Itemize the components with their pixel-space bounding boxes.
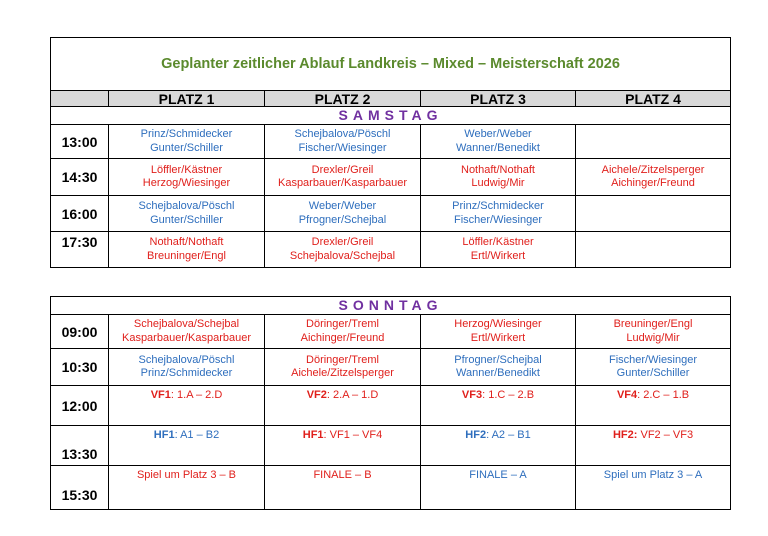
quarterfinal-cell: VF3: 1.C – 2.B (421, 386, 576, 426)
table-row (51, 125, 731, 159)
header-corner (51, 91, 109, 107)
sunday-schedule-table (50, 296, 731, 510)
time-slot: 12:00 (51, 386, 109, 426)
day-label-saturday: SAMSTAG (51, 107, 731, 125)
match-cell: Weber/Weber Wanner/Benedikt (421, 125, 576, 159)
match-cell: Nothaft/Nothaft Ludwig/Mir (421, 159, 576, 196)
table-row (51, 315, 731, 349)
semifinal-cell: HF1: VF1 – VF4 (265, 426, 421, 466)
match-cell: Schejbalova/Pöschl Fischer/Wiesinger (265, 125, 421, 159)
table-row (51, 196, 731, 232)
match-cell: Breuninger/Engl Ludwig/Mir (576, 315, 731, 349)
court-3-header: PLATZ 3 (421, 91, 576, 107)
time-slot: 16:00 (51, 196, 109, 232)
match-cell-empty (576, 196, 731, 232)
time-slot: 14:30 (51, 159, 109, 196)
page-title: Geplanter zeitlicher Ablauf Landkreis – Mixed – Meisterschaft 2026 (51, 38, 731, 91)
table-row (51, 232, 731, 268)
final-cell: Spiel um Platz 3 – A (576, 466, 731, 510)
match-cell: Weber/Weber Pfrogner/Schejbal (265, 196, 421, 232)
table-row (51, 426, 731, 466)
table-row (51, 386, 731, 426)
semifinal-cell: HF1: A1 – B2 (109, 426, 265, 466)
match-cell: Nothaft/Nothaft Breuninger/Engl (109, 232, 265, 268)
time-slot: 15:30 (51, 466, 109, 510)
table-row (51, 466, 731, 510)
quarterfinal-cell: VF4: 2.C – 1.B (576, 386, 731, 426)
match-cell: Löffler/Kästner Ertl/Wirkert (421, 232, 576, 268)
table-row (51, 349, 731, 386)
court-header-row (51, 91, 731, 107)
court-2-header: PLATZ 2 (265, 91, 421, 107)
match-cell: Döringer/Treml Aichinger/Freund (265, 315, 421, 349)
final-cell: FINALE – B (265, 466, 421, 510)
match-cell: Drexler/Greil Schejbalova/Schejbal (265, 232, 421, 268)
time-slot: 13:00 (51, 125, 109, 159)
quarterfinal-cell: VF2: 2.A – 1.D (265, 386, 421, 426)
match-cell: Fischer/Wiesinger Gunter/Schiller (576, 349, 731, 386)
match-cell: Prinz/Schmidecker Gunter/Schiller (109, 125, 265, 159)
match-cell: Herzog/Wiesinger Ertl/Wirkert (421, 315, 576, 349)
time-slot: 17:30 (51, 232, 109, 268)
time-slot: 09:00 (51, 315, 109, 349)
table-row (51, 159, 731, 196)
court-1-header: PLATZ 1 (109, 91, 265, 107)
match-cell: Drexler/Greil Kasparbauer/Kasparbauer (265, 159, 421, 196)
match-cell: Schejbalova/Pöschl Gunter/Schiller (109, 196, 265, 232)
match-cell: Schejbalova/Schejbal Kasparbauer/Kasparbauer (109, 315, 265, 349)
match-cell: Löffler/Kästner Herzog/Wiesinger (109, 159, 265, 196)
day-label-sunday: SONNTAG (51, 297, 731, 315)
semifinal-cell: HF2: A2 – B1 (421, 426, 576, 466)
match-cell: Döringer/Treml Aichele/Zitzelsperger (265, 349, 421, 386)
match-cell: Schejbalova/Pöschl Prinz/Schmidecker (109, 349, 265, 386)
match-cell: Aichele/Zitzelsperger Aichinger/Freund (576, 159, 731, 196)
time-slot: 10:30 (51, 349, 109, 386)
quarterfinal-cell: VF1: 1.A – 2.D (109, 386, 265, 426)
time-slot: 13:30 (51, 426, 109, 466)
match-cell: Pfrogner/Schejbal Wanner/Benedikt (421, 349, 576, 386)
match-cell-empty (576, 125, 731, 159)
final-cell: Spiel um Platz 3 – B (109, 466, 265, 510)
final-cell: FINALE – A (421, 466, 576, 510)
semifinal-cell: HF2: VF2 – VF3 (576, 426, 731, 466)
saturday-schedule-table (50, 37, 731, 268)
match-cell-empty (576, 232, 731, 268)
court-4-header: PLATZ 4 (576, 91, 731, 107)
match-cell: Prinz/Schmidecker Fischer/Wiesinger (421, 196, 576, 232)
